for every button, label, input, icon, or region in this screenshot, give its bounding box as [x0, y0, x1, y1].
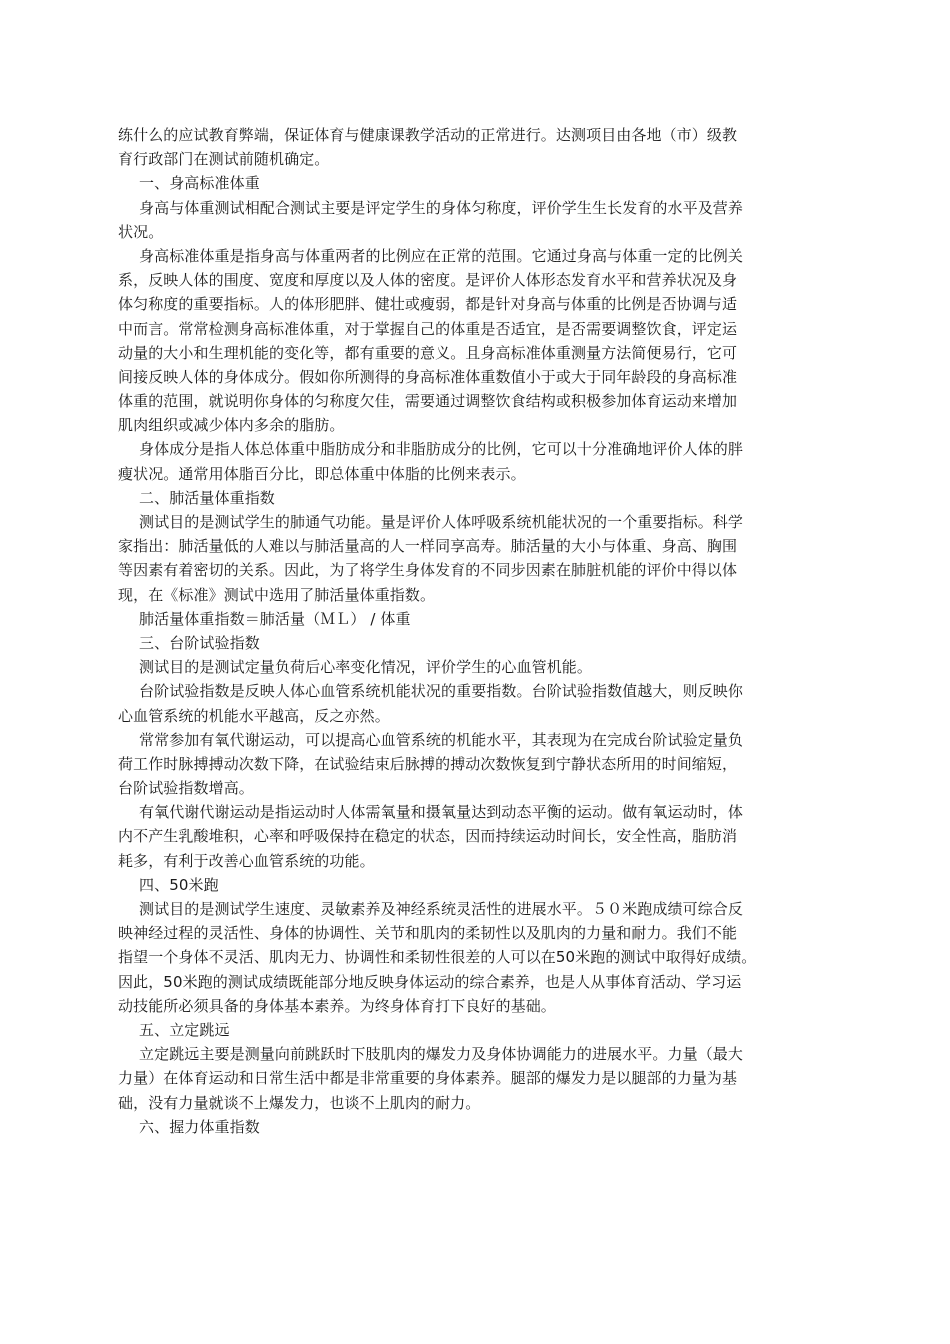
paragraph-line: 测试目的是测试学生的肺通气功能。量是评价人体呼吸系统机能状况的一个重要指标。科学 — [139, 513, 744, 531]
paragraph-line: 指望一个身体不灵活、肌肉无力、协调性和柔韧性很差的人可以在50米跑的测试中取得好成绩。 — [118, 948, 757, 967]
section-heading-3: 三、台阶试验指数 — [139, 633, 260, 652]
paragraph-line: 家指出：肺活量低的人难以与肺活量高的人一样同享高寿。肺活量的大小与体重、身高、胸围 — [118, 537, 738, 556]
paragraph-line: 荷工作时脉搏搏动次数下降，在试验结束后脉搏的搏动次数恢复到宁静状态所用的时间缩短， — [118, 754, 738, 773]
paragraph-line: 有氧代谢代谢运动是指运动时人体需氧量和摄氧量达到动态平衡的运动。做有氧运动时，体 — [139, 803, 744, 822]
paragraph-line: 练什么的应试教育弊端，保证体育与健康课教学活动的正常进行。达测项目由各地（市）级教 — [118, 126, 738, 144]
paragraph-line: 体匀称度的重要指标。人的体形肥胖、健壮或瘦弱，都是针对身高与体重的比例是否协调与适 — [118, 295, 738, 314]
formula-line: 肺活量体重指数＝肺活量（ＭＬ） / 体重 — [139, 609, 411, 628]
paragraph-line: 内不产生乳酸堆积，心率和呼吸保持在稳定的状态，因而持续运动时间长，安全性高，脂肪消 — [118, 827, 738, 846]
paragraph-line: 台阶试验指数增高。 — [118, 779, 254, 798]
paragraph-line: 动技能所必须具备的身体基本素养。为终身体育打下良好的基础。 — [118, 996, 556, 1015]
paragraph-line: 台阶试验指数是反映人体心血管系统机能状况的重要指数。台阶试验指数值越大，则反映你 — [139, 682, 744, 701]
section-heading-5: 五、立定跳远 — [139, 1020, 230, 1039]
paragraph-line: 现，在《标准》测试中选用了肺活量体重指数。 — [118, 585, 436, 604]
document-body — [118, 123, 818, 1139]
paragraph-line: 间接反映人体的身体成分。假如你所测得的身高标准体重数值小于或大于同年龄段的身高标准 — [118, 367, 738, 386]
paragraph-line: 瘦状况。通常用体脂百分比，即总体重中体脂的比例来表示。 — [118, 464, 526, 483]
paragraph-line: 因此，50米跑的测试成绩既能部分地反映身体运动的综合素养，也是人从事体育活动、学习运 — [118, 972, 742, 991]
paragraph-line: 身高标准体重是指身高与体重两者的比例应在正常的范围。它通过身高与体重一定的比例关 — [139, 246, 744, 265]
paragraph-line: 等因素有着密切的关系。因此，为了将学生身体发育的不同步因素在肺脏机能的评价中得以体 — [118, 561, 738, 580]
paragraph-line: 心血管系统的机能水平越高，反之亦然。 — [118, 706, 390, 725]
paragraph-line: 状况。 — [118, 222, 164, 241]
paragraph-line: 常常参加有氧代谢运动，可以提高心血管系统的机能水平，其表现为在完成台阶试验定量负 — [139, 730, 744, 749]
paragraph-line: 立定跳远主要是测量向前跳跃时下肢肌肉的爆发力及身体协调能力的进展水平。力量（最大 — [139, 1045, 744, 1064]
paragraph-line: 肌肉组织或减少体内多余的脂肪。 — [118, 416, 345, 435]
paragraph-line: 力量）在体育运动和日常生活中都是非常重要的身体素养。腿部的爆发力是以腿部的力量为基 — [118, 1069, 738, 1088]
section-heading-6: 六、握力体重指数 — [139, 1117, 260, 1136]
paragraph-line: 映神经过程的灵活性、身体的协调性、关节和肌肉的柔韧性以及肌肉的力量和耐力。我们不能 — [118, 924, 738, 943]
paragraph-line: 测试目的是测试学生速度、灵敏素养及神经系统灵活性的进展水平。５０米跑成绩可综合反 — [139, 900, 744, 918]
paragraph-line: 系，反映人体的围度、宽度和厚度以及人体的密度。是评价人体形态发育水平和营养状况及身 — [118, 271, 738, 290]
paragraph-line: 中而言。常常检测身高标准体重，对于掌握自己的体重是否适宜，是否需要调整饮食，评定运 — [118, 319, 738, 338]
section-heading-1: 一、身高标准体重 — [139, 174, 260, 193]
paragraph-line: 测试目的是测试定量负荷后心率变化情况，评价学生的心血管机能。 — [139, 658, 593, 677]
paragraph-line: 育行政部门在测试前随机确定。 — [118, 150, 330, 169]
section-heading-2: 二、肺活量体重指数 — [139, 488, 275, 507]
paragraph-line: 动量的大小和生理机能的变化等，都有重要的意义。且身高标准体重测量方法简便易行，它可 — [118, 343, 738, 362]
paragraph-line: 耗多，有利于改善心血管系统的功能。 — [118, 851, 375, 870]
paragraph-line: 身高与体重测试相配合测试主要是评定学生的身体匀称度，评价学生生长发育的水平及营养 — [139, 198, 744, 217]
paragraph-line: 体重的范围，就说明你身体的匀称度欠佳，需要通过调整饮食结构或积极参加体育运动来增加 — [118, 392, 738, 411]
paragraph-line: 础，没有力量就谈不上爆发力，也谈不上肌肉的耐力。 — [118, 1093, 481, 1112]
section-heading-4: 四、50米跑 — [139, 875, 219, 894]
paragraph-line: 身体成分是指人体总体重中脂肪成分和非脂肪成分的比例，它可以十分准确地评价人体的胖 — [139, 440, 744, 459]
